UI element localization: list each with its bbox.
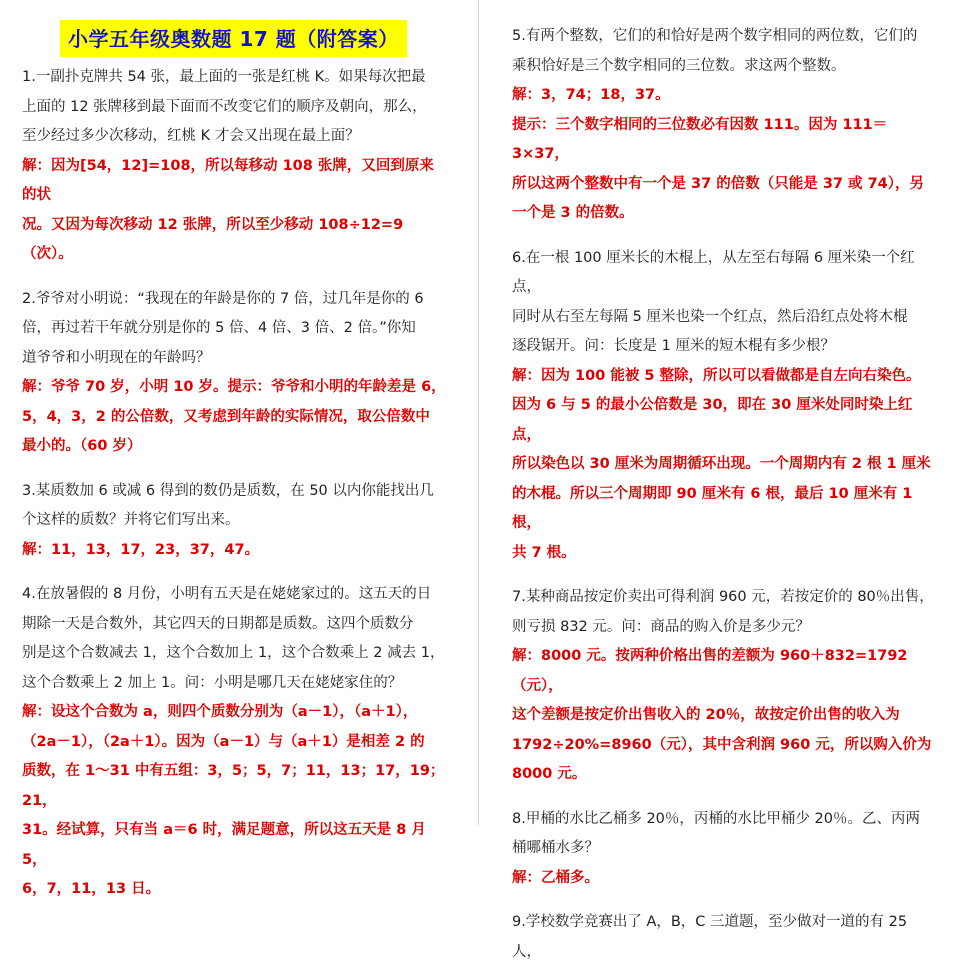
question-line: 逐段锯开。问：长度是 1 厘米的短木棍有多少根？	[512, 338, 835, 354]
answer-line: 况。又因为每次移动 12 张牌，所以至少移动 108÷12=9（次）。	[22, 216, 404, 262]
question-line: 则亏损 832 元。问：商品的购入价是多少元？	[512, 618, 810, 635]
question-line: 别是这个合数减去 1，这个合数加上 1，这个合数乘上 2 减去 1，	[22, 645, 445, 661]
question-line: 期除一天是合数外，其它四天的日期都是质数。这四个质数分	[22, 615, 414, 632]
answer-line: 因为 6 与 5 的最小公倍数是 30，即在 30 厘米处同时染上红点，	[512, 397, 913, 443]
question-line: 上面的 12 张牌移到最下面而不改变它们的顺序及朝向，那么，	[22, 98, 427, 115]
answer-line: （2a－1），（2a＋1）。因为（a－1）与（a＋1）是相差 2 的	[22, 733, 425, 750]
answer-line: 6，7，11，13 日。	[22, 881, 161, 897]
answer-line: 解：因为[54，12]=108，所以每移动 108 张牌，又回到原来的状	[22, 157, 434, 203]
question-line: 7.某种商品按定价卖出可得利润 960 元，若按定价的 80％出售，	[512, 589, 934, 605]
page-title: 小学五年级奥数题 17 题（附答案）	[68, 27, 399, 51]
answer-line: 解：爷爷 70 岁，小明 10 岁。提示：爷爷和小明的年龄差是 6，	[22, 379, 446, 395]
answer-line: 解：11，13，17，23，37，47。	[22, 541, 260, 558]
answer-line: 解：设这个合数为 a，则四个质数分别为（a－1），（a＋1），	[22, 704, 418, 720]
answer-line: 解：乙桶多。	[512, 869, 599, 886]
question-line: 2.爷爷对小明说：“我现在的年龄是你的 7 倍，过几年是你的 6	[22, 290, 424, 307]
answer-line: 解：8000 元。按两种价格出售的差额为 960＋832=1792（元），	[512, 648, 908, 694]
left-column	[22, 0, 446, 905]
problem-5	[512, 22, 936, 229]
answer-line: 共 7 根。	[512, 544, 576, 561]
question-line: 道爷爷和小明现在的年龄吗？	[22, 349, 211, 366]
problem-6	[512, 244, 936, 569]
answer-line: 1792÷20%=8960（元），其中含利润 960 元，所以购入价为	[512, 736, 932, 753]
question-line: 同时从右至左每隔 5 厘米也染一个红点，然后沿红点处将木棍	[512, 308, 908, 325]
answer-line: 31。经试算，只有当 a＝6 时，满足题意，所以这五天是 8 月 5，	[22, 822, 426, 868]
answer-line: 8000 元。	[512, 766, 587, 782]
answer-line: 这个差额是按定价出售收入的 20％，故按定价出售的收入为	[512, 707, 900, 723]
question-line: 3.某质数加 6 或减 6 得到的数仍是质数，在 50 以内你能找出几	[22, 482, 434, 499]
answer-line: 解：因为 100 能被 5 整除，所以可以看做都是自左向右染色。	[512, 367, 921, 384]
problem-9	[512, 908, 936, 967]
question-line: 个这样的质数？并将它们写出来。	[22, 512, 240, 528]
column-divider	[478, 0, 479, 825]
title-highlight	[60, 20, 407, 57]
question-line: 倍，再过若干年就分别是你的 5 倍、4 倍、3 倍、2 倍。”你知	[22, 320, 416, 336]
problem-2	[22, 285, 446, 462]
problem-3	[22, 477, 446, 566]
answer-line: 最小的。（60 岁）	[22, 438, 142, 454]
question-line: 至少经过多少次移动，红桃 K 才会又出现在最上面？	[22, 128, 360, 144]
question-line: 4.在放暑假的 8 月份，小明有五天是在姥姥家过的。这五天的日	[22, 586, 432, 602]
answer-line: 所以这两个整数中有一个是 37 的倍数（只能是 37 或 74），另	[512, 175, 925, 192]
question-line: 这个合数乘上 2 加上 1。问：小明是哪几天在姥姥家住的？	[22, 674, 403, 691]
answer-line: 的木棍。所以三个周期即 90 厘米有 6 根，最后 10 厘米有 1 根，	[512, 485, 913, 531]
question-line: 5.有两个整数，它们的和恰好是两个数字相同的两位数，它们的	[512, 28, 918, 44]
answer-line: 所以染色以 30 厘米为周期循环出现。一个周期内有 2 根 1 厘米	[512, 456, 931, 472]
question-line: 桶哪桶水多？	[512, 840, 599, 856]
answer-line: 5，4，3，2 的公倍数，又考虑到年龄的实际情况，取公倍数中	[22, 408, 430, 425]
answer-line: 一个是 3 的倍数。	[512, 205, 634, 221]
question-line: 9.学校数学竞赛出了 A，B，C 三道题，至少做对一道的有 25 人，	[512, 914, 908, 960]
problem-8	[512, 805, 936, 894]
question-line: 8.甲桶的水比乙桶多 20％，丙桶的水比甲桶少 20％。乙、丙两	[512, 810, 920, 827]
problem-7	[512, 583, 936, 790]
answer-line: 提示：三个数字相同的三位数必有因数 111。因为 111＝3×37，	[512, 116, 888, 162]
answer-line: 解：3，74；18，37。	[512, 87, 670, 103]
question-line: 1.一副扑克牌共 54 张，最上面的一张是红桃 K。如果每次把最	[22, 69, 426, 85]
question-line: 乘积恰好是三个数字相同的三位数。求这两个整数。	[512, 57, 846, 74]
problem-4	[22, 580, 446, 905]
answer-line: 质数，在 1～31 中有五组：3，5；5，7；11，13；17，19；21，	[22, 763, 445, 809]
problem-1	[22, 63, 446, 270]
question-line: 6.在一根 100 厘米长的木棍上，从左至右每隔 6 厘米染一个红点，	[512, 249, 915, 295]
right-column	[512, 0, 936, 967]
